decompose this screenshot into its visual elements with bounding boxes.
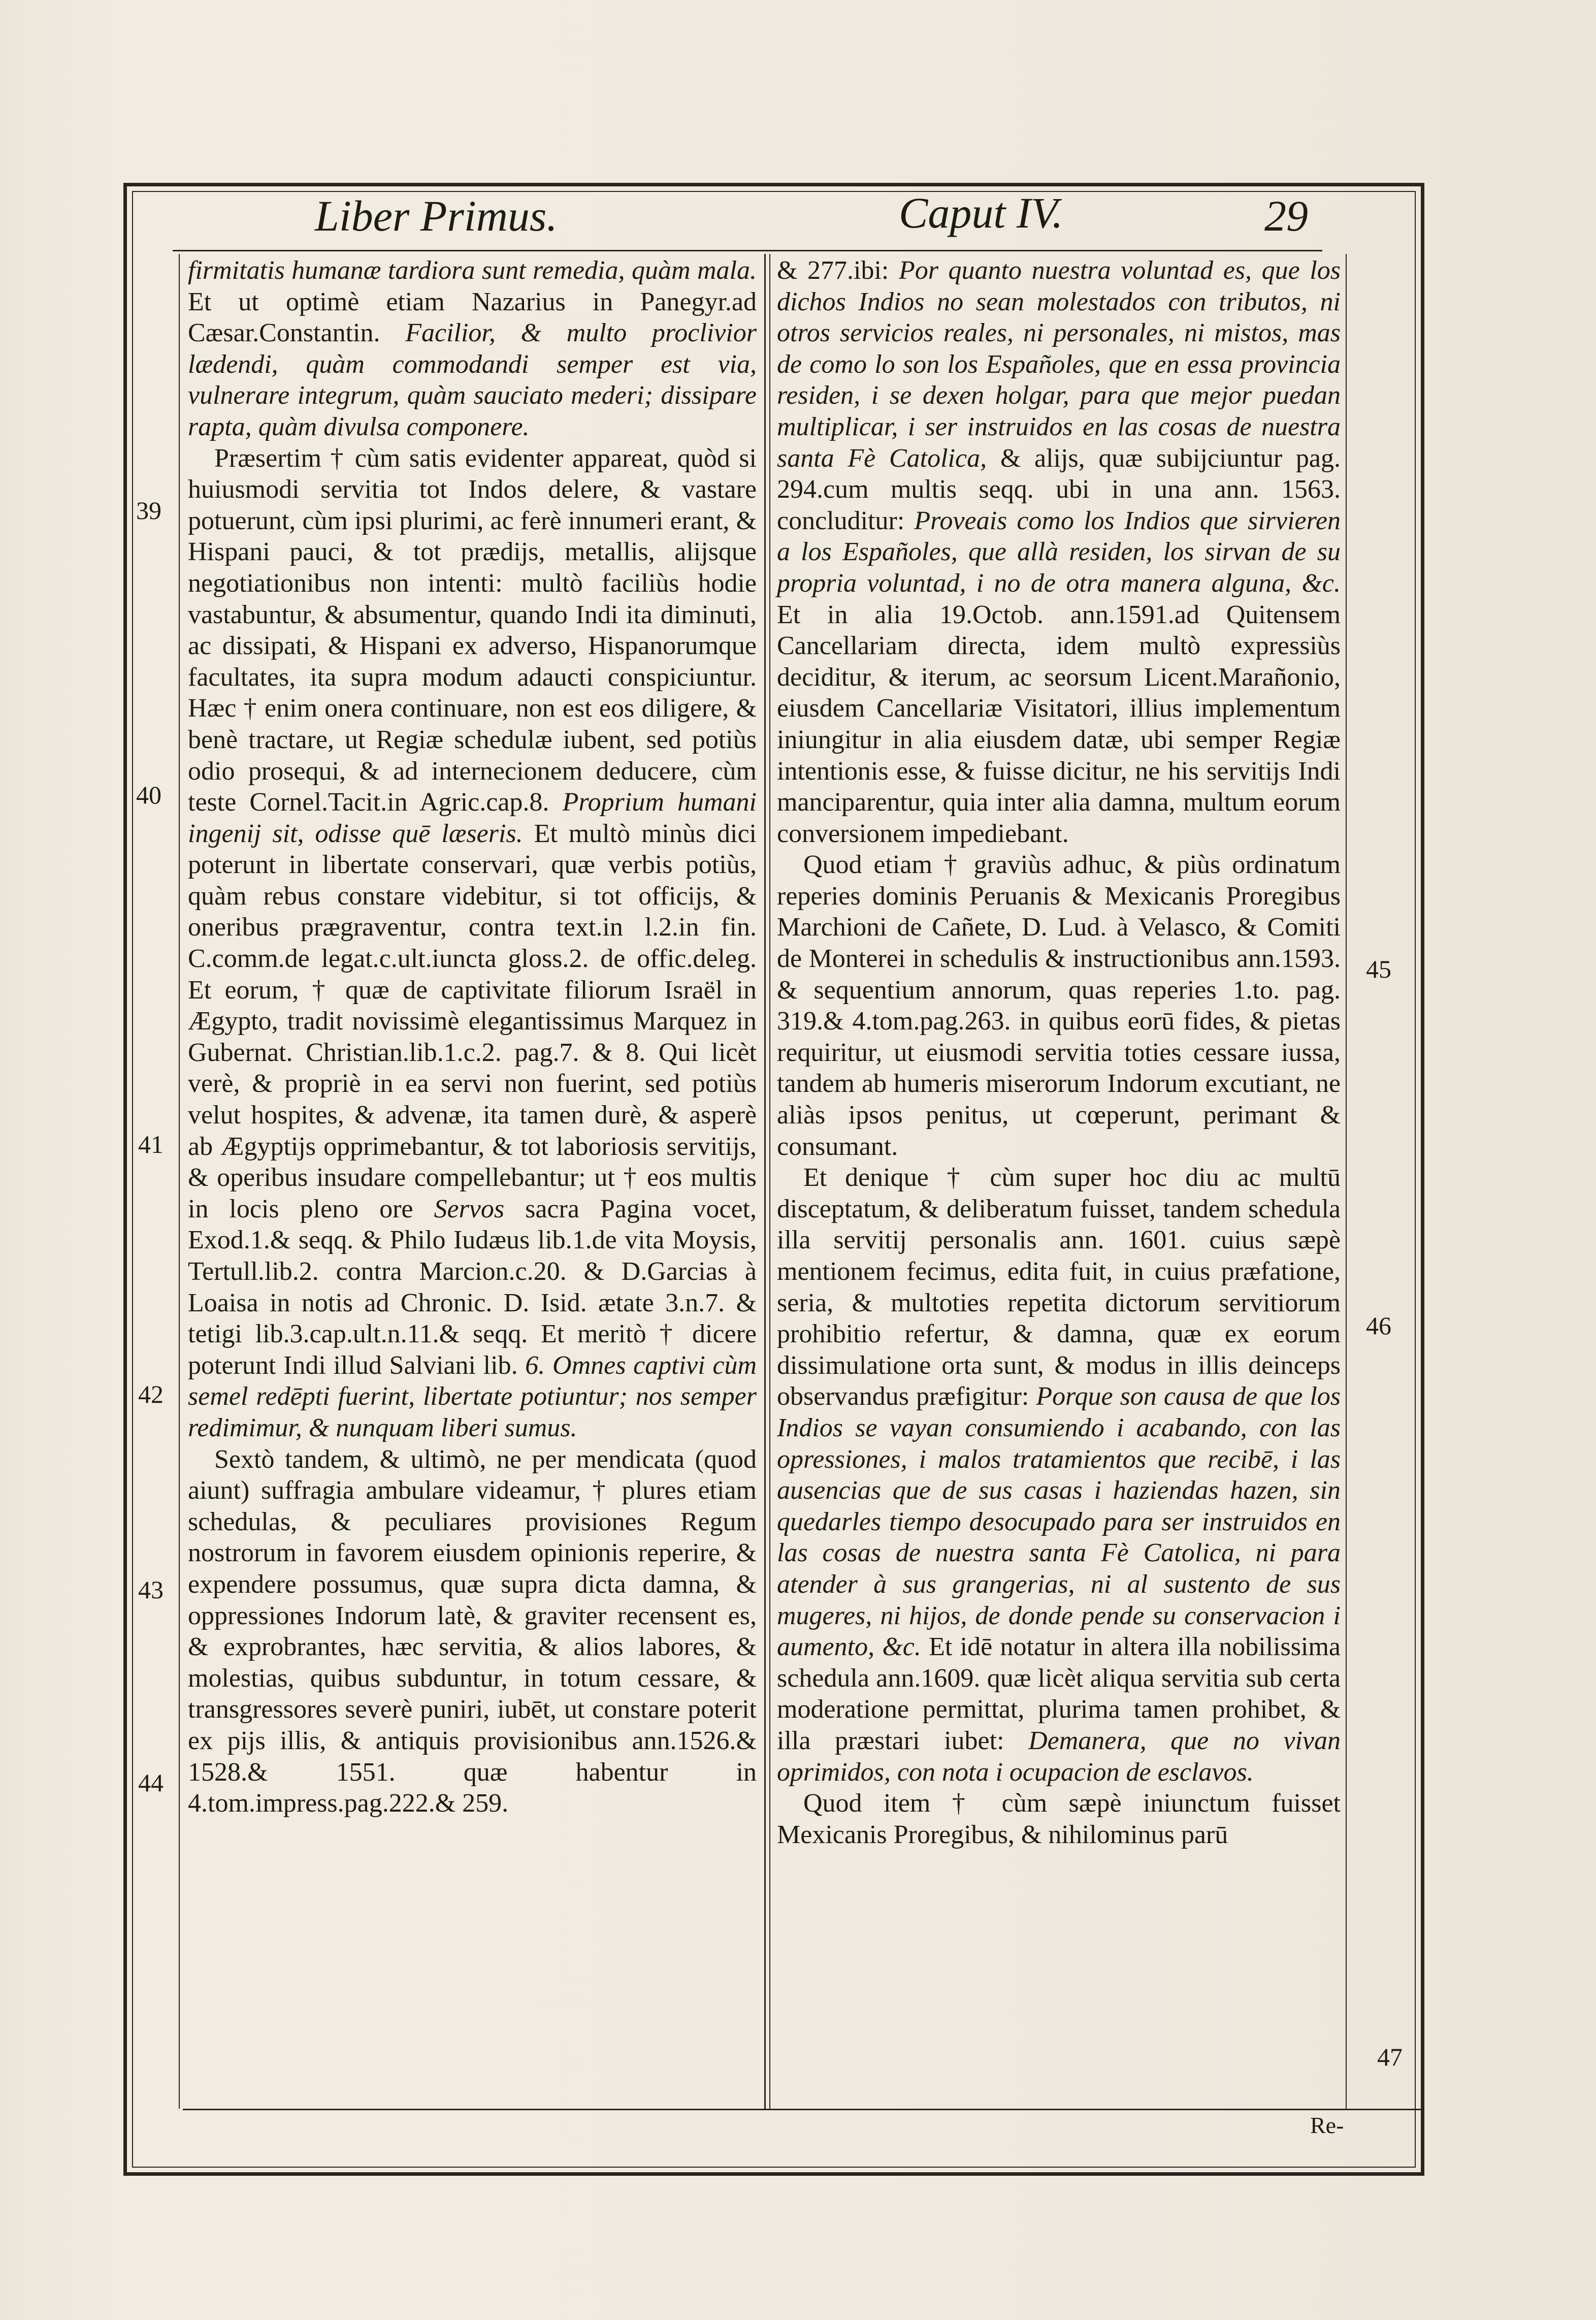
paragraph	[777, 255, 1341, 849]
italic-text-run: 6. Omnes captivi cùm semel redēpti fuerint, libertate potiuntur; nos semper redimimur, & nunquam liberi sumus.	[188, 1350, 757, 1442]
marginal-number: 45	[1366, 955, 1391, 983]
marginal-number: 42	[138, 1380, 164, 1408]
marginal-number: 40	[136, 781, 161, 809]
text-run: Sextò tandem, & ultimò, ne per mendicata (quod aiunt) suffragia ambulare videamur, † plures etiam schedulas, & peculiares provisiones Regum nostrorum in favorem eiusdem opinionis reperire, & expendere possumus, quæ supra dicta damna, & oppressiones Indorum latè, & graviter recensent es, & exprobrantes, hæc servitia, & alios labores, & molestias, quibus subduntur, in totum cessare, & transgressores severè puniri, iubēt, ut constare poterit ex pijs illis, & antiquis provisionibus ann.1526.& 1528.& 1551. quæ habentur in 4.tom.impress.pag.222.& 259.	[188, 1444, 757, 1818]
italic-text-run: Porque son causa de que los Indios se vayan consumiendo i acabando, con las opressiones, i malos tratamientos que recibē, i las ausencias que de sus casas i haziendas hazen, sin quedarles tiempo desocupado para ser instruidos en las cosas de nuestra santa Fè Catolica, ni para atender à sus grangerias, ni al sustento de sus mugeres, ni hijos, de donde pende su conservacion i aumento, &c.	[777, 1382, 1341, 1662]
italic-text-run: Proprium humani ingenij sit, odisse quē læseris.	[188, 788, 757, 848]
marginal-number: 44	[138, 1768, 164, 1797]
catchword: Re-	[1310, 2112, 1344, 2138]
running-head-left: Liber Primus.	[315, 191, 558, 240]
text-run: & 277.ibi:	[777, 256, 899, 285]
column-divider	[764, 254, 766, 2109]
text-run: Et ut optimè etiam Nazarius in Panegyr.ad Cæsar.Constantin.	[188, 287, 757, 348]
right-text-rule	[1346, 254, 1347, 2109]
italic-text-run: Servos	[434, 1194, 505, 1223]
paragraph	[188, 443, 757, 1444]
italic-text-run: Proveais como los Indios que sirvieren a los Españoles, que allà residen, los sirvan de su propria voluntad, i no de otra manera alguna, &c.	[777, 506, 1341, 598]
paragraph	[188, 255, 757, 443]
italic-text-run: Por quanto nuestra voluntad es, que los dichos Indios no sean molestados con tributos, ni otros servicios reales, ni personales, ni mistos, mas de como lo son los Españoles, que en essa provincia residen, i se dexen holgar, para que mejor puedan multiplicar, i ser instruidos en las cosas de nuestra santa Fè Catolica,	[777, 256, 1341, 473]
marginal-number: 46	[1366, 1311, 1391, 1340]
header-rule	[173, 250, 1322, 251]
right-column	[777, 255, 1341, 1850]
paragraph	[777, 849, 1341, 1162]
text-run: Et idē notatur in altera illa nobilissima schedula ann.1609. quæ licèt aliqua servitia sub certa moderatione permittat, plurima tamen prohibet, & illa præstari iubet:	[777, 1632, 1341, 1755]
text-run: sacra Pagina vocet, Exod.1.& seqq. & Philo Iudæus lib.1.de vita Moysis, Tertull.lib.2. contra Marcion.c.20. & D.Garcias à Loaisa in notis ad Chronic. D. Isid. ætate 3.n.7. & tetigi lib.3.cap.ult.n.11.& seqq. Et meritò † dicere poterunt Indi illud Salviani lib.	[188, 1194, 757, 1380]
text-run: Et multò minùs dici poterunt in libertate conservari, quæ verbis potiùs, quàm rebus constare videbitur, si tot officijs, & oneribus prægraventur, contra text.in l.2.in fin. C.comm.de legat.c.ult.iuncta gloss.2. de offic.deleg. Et eorum, † quæ de captivitate filiorum Israël in Ægypto, tradit novissimè elegantissimus Marquez in Gubernat. Christian.lib.1.c.2. pag.7. & 8. Qui licèt verè, & propriè in ea servi non fuerint, sed potiùs velut hospites, & advenæ, ita tamen durè, & asperè ab Ægyptijs opprimebantur, & tot laboriosis servitijs, & operibus insudare compellebantur; ut † eos multis in locis pleno ore	[188, 819, 757, 1223]
marginal-number: 43	[138, 1575, 164, 1604]
text-run: Quod item † cùm sæpè iniunctum fuisset Mexicanis Proregibus, & nihilominus parū	[777, 1789, 1341, 1849]
italic-text-run: firmitatis humanæ tardiora sunt remedia, quàm mala.	[188, 256, 757, 285]
italic-text-run: Facilior, & multo proclivior lædendi, quàm commodandi semper est via, vulnerare integrum, quàm sauciato mederi; dissipare rapta, quàm divulsa componere.	[188, 318, 757, 441]
page-number: 29	[1264, 191, 1308, 240]
marginal-number: 47	[1377, 2043, 1403, 2071]
text-run: Præsertim † cùm satis evidenter appareat, quòd si huiusmodi servitia tot Indos delere, & vastare potuerunt, cùm ipsi plurimi, ac ferè innumeri erant, & Hispani pauci, & tot prædijs, metallis, alijsque negotiationibus non intenti: multò faciliùs hodie vastabuntur, & absumentur, quando Indi ita diminuti, ac dissipati, & Hispani ex adverso, Hispanorumque facultates, ita supra modum adaucti conspiciuntur. Hæc † enim onera continuare, non est eos diligere, & benè tractare, ut Regiæ schedulæ iubent, sed potiùs odio prosequi, & ad internecionem deducere, cùm teste Cornel.Tacit.in Agric.cap.8.	[188, 443, 757, 817]
marginal-number: 41	[138, 1130, 164, 1158]
paragraph	[777, 1162, 1341, 1788]
left-column	[188, 255, 757, 1819]
paragraph	[777, 1788, 1341, 1850]
text-run: Quod etiam † graviùs adhuc, & piùs ordinatum reperies dominis Peruanis & Mexicanis Proregibus Marchioni de Cañete, D. Lud. à Velasco, & Comiti de Monterei in schedulis & instructionibus ann.1593. & sequentium annorum, quas reperies 1.to. pag. 319.& 4.tom.pag.263. in quibus eorū fides, & pietas requiritur, ut eiusmodi servitia toties cessare iussa, tandem ab humeris miserorum Indorum excutiant, ne aliàs ipsos penitus, ut cœperunt, perimant & consumant.	[777, 850, 1341, 1161]
paragraph	[188, 1444, 757, 1819]
footer-rule	[183, 2109, 1423, 2110]
marginal-number: 39	[136, 496, 161, 525]
text-run: & alijs, quæ subijciuntur pag. 294.cum multis seqq. ubi in una ann. 1563. concluditur:	[777, 443, 1341, 535]
text-run: Et denique † cùm super hoc diu ac multū disceptatum, & deliberatum fuisset, tandem schedula illa servitij personalis ann. 1601. cuius sæpè mentionem fecimus, edita fuit, in cuius præfatione, seria, & multoties repetita dictorum servitiorum prohibitio refertur, & damna, quæ ex eorum dissimulatione orta sunt, & modus in illis deinceps observandus præfigitur:	[777, 1163, 1341, 1411]
running-head-center: Caput IV.	[899, 188, 1063, 237]
text-run: Et in alia 19.Octob. ann.1591.ad Quitensem Cancellariam directa, idem multò expressiùs deciditur, & iterum, ac seorsum Licent.Marañonio, eiusdem Cancellariæ Visitatori, illius implementum iniungitur in alia eiusdem datæ, ubi semper Regiæ intentionis esse, & fuisse dicitur, ne his servitijs Indi manciparentur, quia inter alia damna, multum eorum conversionem impediebant.	[777, 600, 1341, 848]
column-divider-right	[769, 254, 770, 2109]
left-text-rule	[179, 254, 180, 2109]
italic-text-run: Demanera, que no vivan oprimidos, con nota i ocupacion de esclavos.	[777, 1726, 1341, 1787]
